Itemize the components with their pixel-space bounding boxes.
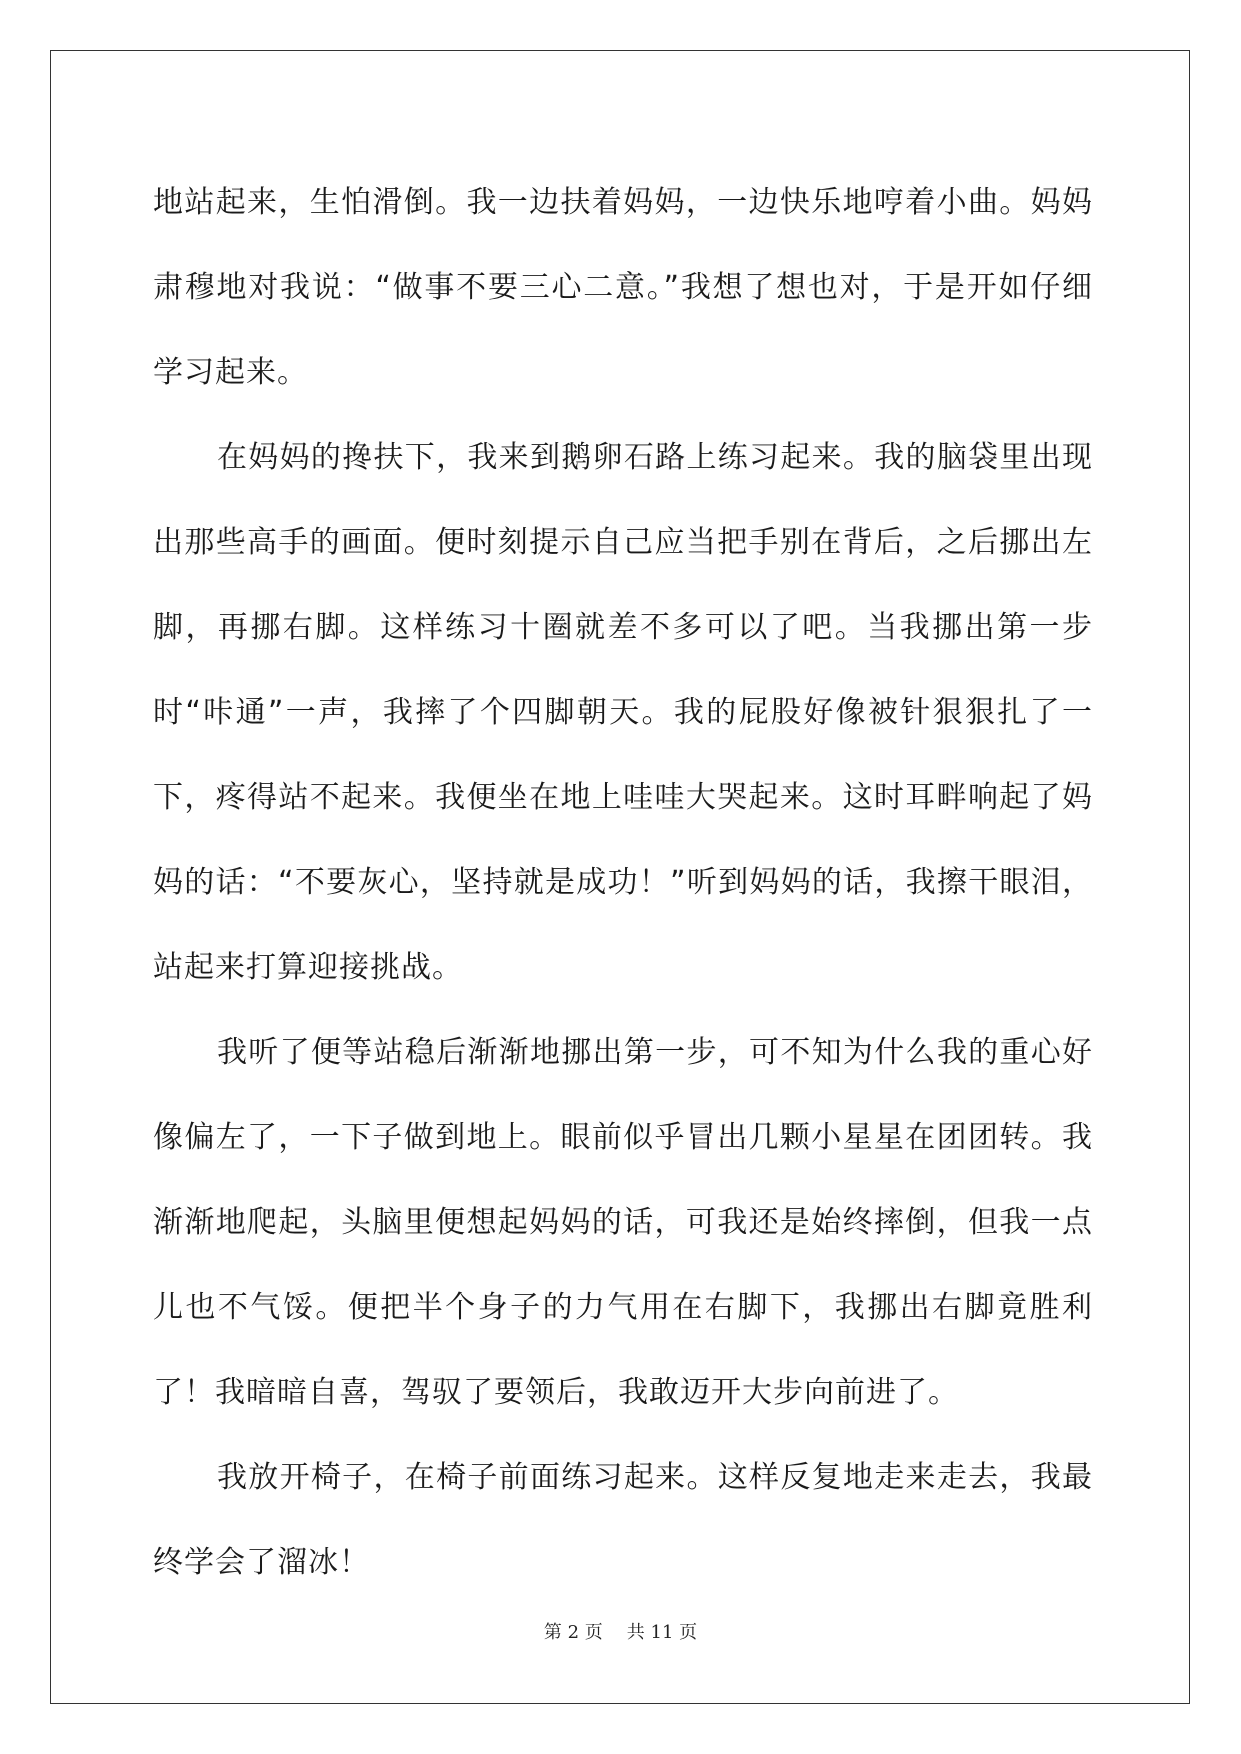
paragraph-3: 我听了便等站稳后渐渐地挪出第一步，可不知为什么我的重心好像偏左了，一下子做到地上。眼前似乎冒出几颗小星星在团团转。我渐渐地爬起，头脑里便想起妈妈的话，可我还是始终摔倒，但我一点儿也不气馁。便把半个身子的力气用在右脚下，我挪出右脚竟胜利了！我暗暗自喜，驾驭了要领后，我敢迈开大步向前进了。 — [153, 1035, 1093, 1410]
document-body — [153, 160, 1093, 1605]
page-footer — [0, 1618, 1241, 1644]
page-number: 第 2 页 — [543, 1622, 603, 1643]
page-total: 共 11 页 — [626, 1622, 698, 1643]
paragraph-1: 地站起来，生怕滑倒。我一边扶着妈妈，一边快乐地哼着小曲。妈妈肃穆地对我说：“做事不要三心二意。”我想了想也对，于是开如仔细学习起来。 — [153, 185, 1093, 390]
paragraph-2: 在妈妈的搀扶下，我来到鹅卵石路上练习起来。我的脑袋里出现出那些高手的画面。便时刻提示自己应当把手别在背后，之后挪出左脚，再挪右脚。这样练习十圈就差不多可以了吧。当我挪出第一步时“咔通”一声，我摔了个四脚朝天。我的屁股好像被针狠狠扎了一下，疼得站不起来。我便坐在地上哇哇大哭起来。这时耳畔响起了妈妈的话：“不要灰心，坚持就是成功！”听到妈妈的话，我擦干眼泪，站起来打算迎接挑战。 — [153, 440, 1093, 985]
paragraph-4: 我放开椅子，在椅子前面练习起来。这样反复地走来走去，我最终学会了溜冰！ — [153, 1460, 1093, 1580]
